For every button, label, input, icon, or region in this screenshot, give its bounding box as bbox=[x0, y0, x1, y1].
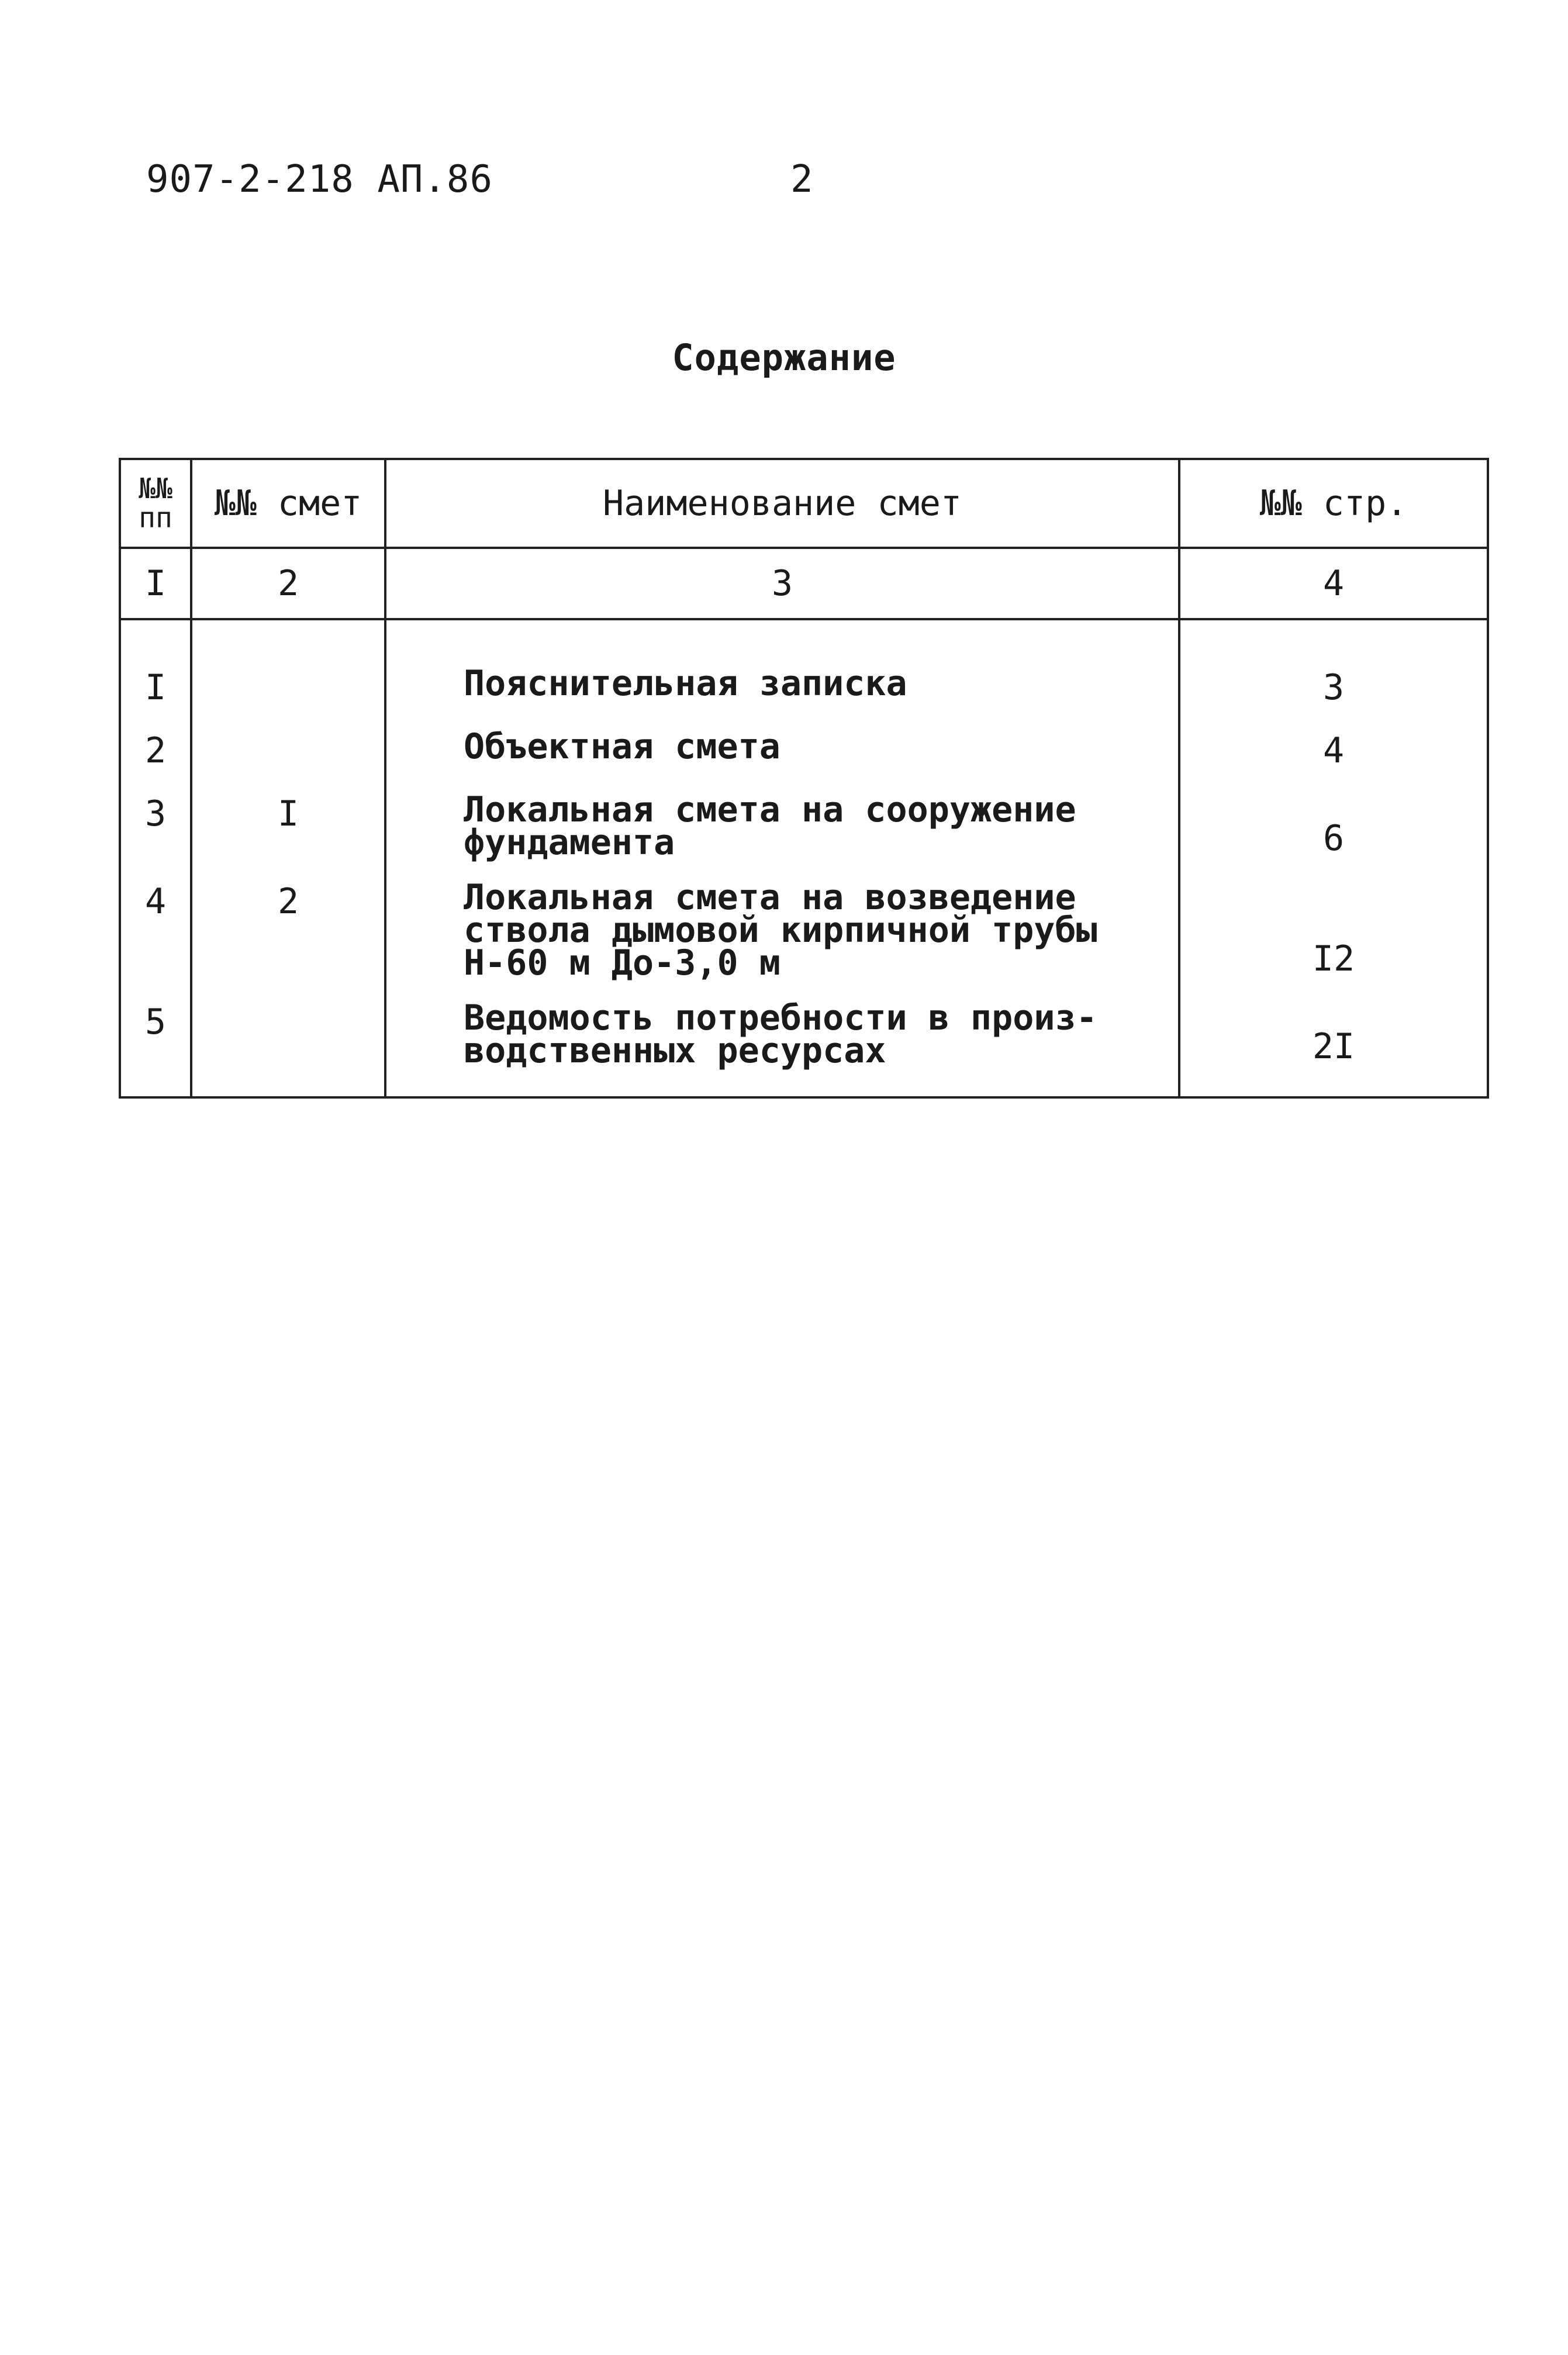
row-page: 3 bbox=[1179, 619, 1488, 708]
table-row bbox=[120, 771, 1488, 859]
header-estimate-number: №№ смет bbox=[191, 459, 385, 548]
row-name: Локальная смета на сооружение фундамента bbox=[385, 771, 1179, 859]
row-name: Ведомость потребности в произ- водственных ресурсах bbox=[385, 979, 1179, 1097]
row-estimate: 2 bbox=[191, 859, 385, 979]
row-estimate bbox=[191, 979, 385, 1097]
column-number: 3 bbox=[385, 548, 1179, 619]
table-row bbox=[120, 859, 1488, 979]
row-number: 3 bbox=[120, 771, 191, 859]
row-number: 4 bbox=[120, 859, 191, 979]
column-number: 2 bbox=[191, 548, 385, 619]
row-page: 6 bbox=[1179, 771, 1488, 859]
row-name: Локальная смета на возведение ствола дымовой кирпичной трубы Н-60 м До-3,0 м bbox=[385, 859, 1179, 979]
row-name: Объектная смета bbox=[385, 708, 1179, 771]
table-header-row bbox=[120, 459, 1488, 548]
page-title: Содержание bbox=[672, 336, 896, 379]
header-estimate-name: Наименование смет bbox=[385, 459, 1179, 548]
table-row bbox=[120, 619, 1488, 708]
row-estimate: I bbox=[191, 771, 385, 859]
page-number: 2 bbox=[790, 158, 813, 201]
document-code: 907-2-218 АП.86 bbox=[146, 158, 493, 201]
row-estimate bbox=[191, 708, 385, 771]
table-row bbox=[120, 708, 1488, 771]
row-estimate bbox=[191, 619, 385, 708]
row-page: 4 bbox=[1179, 708, 1488, 771]
table-row bbox=[120, 979, 1488, 1097]
column-number-row bbox=[120, 548, 1488, 619]
row-page: I2 bbox=[1179, 859, 1488, 979]
header-item-number: №№ пп bbox=[120, 459, 191, 548]
contents-table bbox=[119, 458, 1489, 1099]
column-number: 4 bbox=[1179, 548, 1488, 619]
column-number: I bbox=[120, 548, 191, 619]
row-number: I bbox=[120, 619, 191, 708]
header-page-number: №№ стр. bbox=[1179, 459, 1488, 548]
row-number: 5 bbox=[120, 979, 191, 1097]
row-page: 2I bbox=[1179, 979, 1488, 1097]
row-name: Пояснительная записка bbox=[385, 619, 1179, 708]
row-number: 2 bbox=[120, 708, 191, 771]
